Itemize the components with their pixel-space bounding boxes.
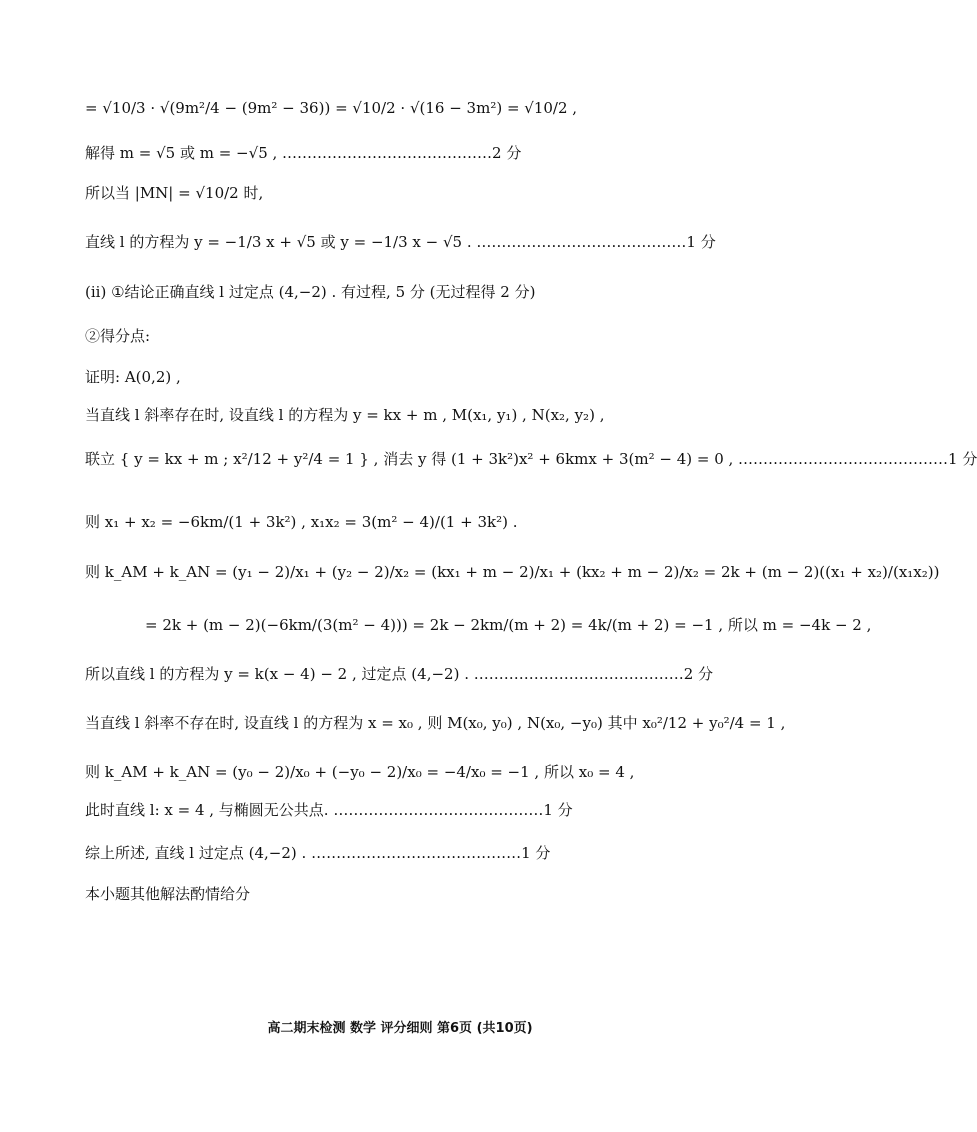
text-line-14: 当直线 l 斜率不存在时, 设直线 l 的方程为 x = x₀ , 则 M(x₀, y₀) , N(x₀, −y₀) 其中 x₀²/12 + y₀²/4 = 1 , <box>85 714 786 732</box>
text-line-7: 证明: A(0,2) , <box>85 368 181 386</box>
text-line-9: 联立 { y = kx + m ; x²/12 + y²/4 = 1 } , 消去 y 得 (1 + 3k²)x² + 6kmx + 3(m² − 4) = 0 , ……………………………………1 分 <box>85 450 977 468</box>
formula-line-12: = 2k + (m − 2)(−6km/(3(m² − 4))) = 2k − 2km/(m + 2) = 4k/(m + 2) = −1 , 所以 m = −4k − 2 , <box>145 616 872 634</box>
text-line-17: 综上所述, 直线 l 过定点 (4,−2) . ……………………………………1 分 <box>85 844 551 862</box>
text-line-5: (ii) ①结论正确直线 l 过定点 (4,−2) . 有过程, 5 分 (无过程得 2 分) <box>85 283 536 301</box>
formula-line-1: = √10/3 · √(9m²/4 − (9m² − 36)) = √10/2 · √(16 − 3m²) = √10/2 , <box>85 99 578 117</box>
text-line-2: 解得 m = √5 或 m = −√5 , ……………………………………2 分 <box>85 144 522 162</box>
text-line-4: 直线 l 的方程为 y = −1/3 x + √5 或 y = −1/3 x − √5 . ……………………………………1 分 <box>85 233 716 251</box>
page-footer: 高二期末检测 数学 评分细则 第6页 (共10页) <box>267 1021 533 1036</box>
text-line-8: 当直线 l 斜率存在时, 设直线 l 的方程为 y = kx + m , M(x₁, y₁) , N(x₂, y₂) , <box>85 406 605 424</box>
text-line-10: 则 x₁ + x₂ = −6km/(1 + 3k²) , x₁x₂ = 3(m² − 4)/(1 + 3k²) . <box>85 513 518 531</box>
text-line-6: ②得分点: <box>85 327 151 345</box>
text-line-13: 所以直线 l 的方程为 y = k(x − 4) − 2 , 过定点 (4,−2) . ……………………………………2 分 <box>85 665 714 683</box>
text-line-15: 则 k_AM + k_AN = (y₀ − 2)/x₀ + (−y₀ − 2)/x₀ = −4/x₀ = −1 , 所以 x₀ = 4 , <box>85 763 635 781</box>
text-line-3: 所以当 |MN| = √10/2 时, <box>85 184 264 202</box>
text-line-16: 此时直线 l: x = 4 , 与椭圆无公共点. ……………………………………1 分 <box>85 801 573 819</box>
text-line-18: 本小题其他解法酌情给分 <box>85 885 251 903</box>
formula-line-11: 则 k_AM + k_AN = (y₁ − 2)/x₁ + (y₂ − 2)/x₂ = (kx₁ + m − 2)/x₁ + (kx₂ + m − 2)/x₂ = 2k + (m − 2)((x₁ + x₂)/(x₁x₂)) <box>85 563 940 581</box>
